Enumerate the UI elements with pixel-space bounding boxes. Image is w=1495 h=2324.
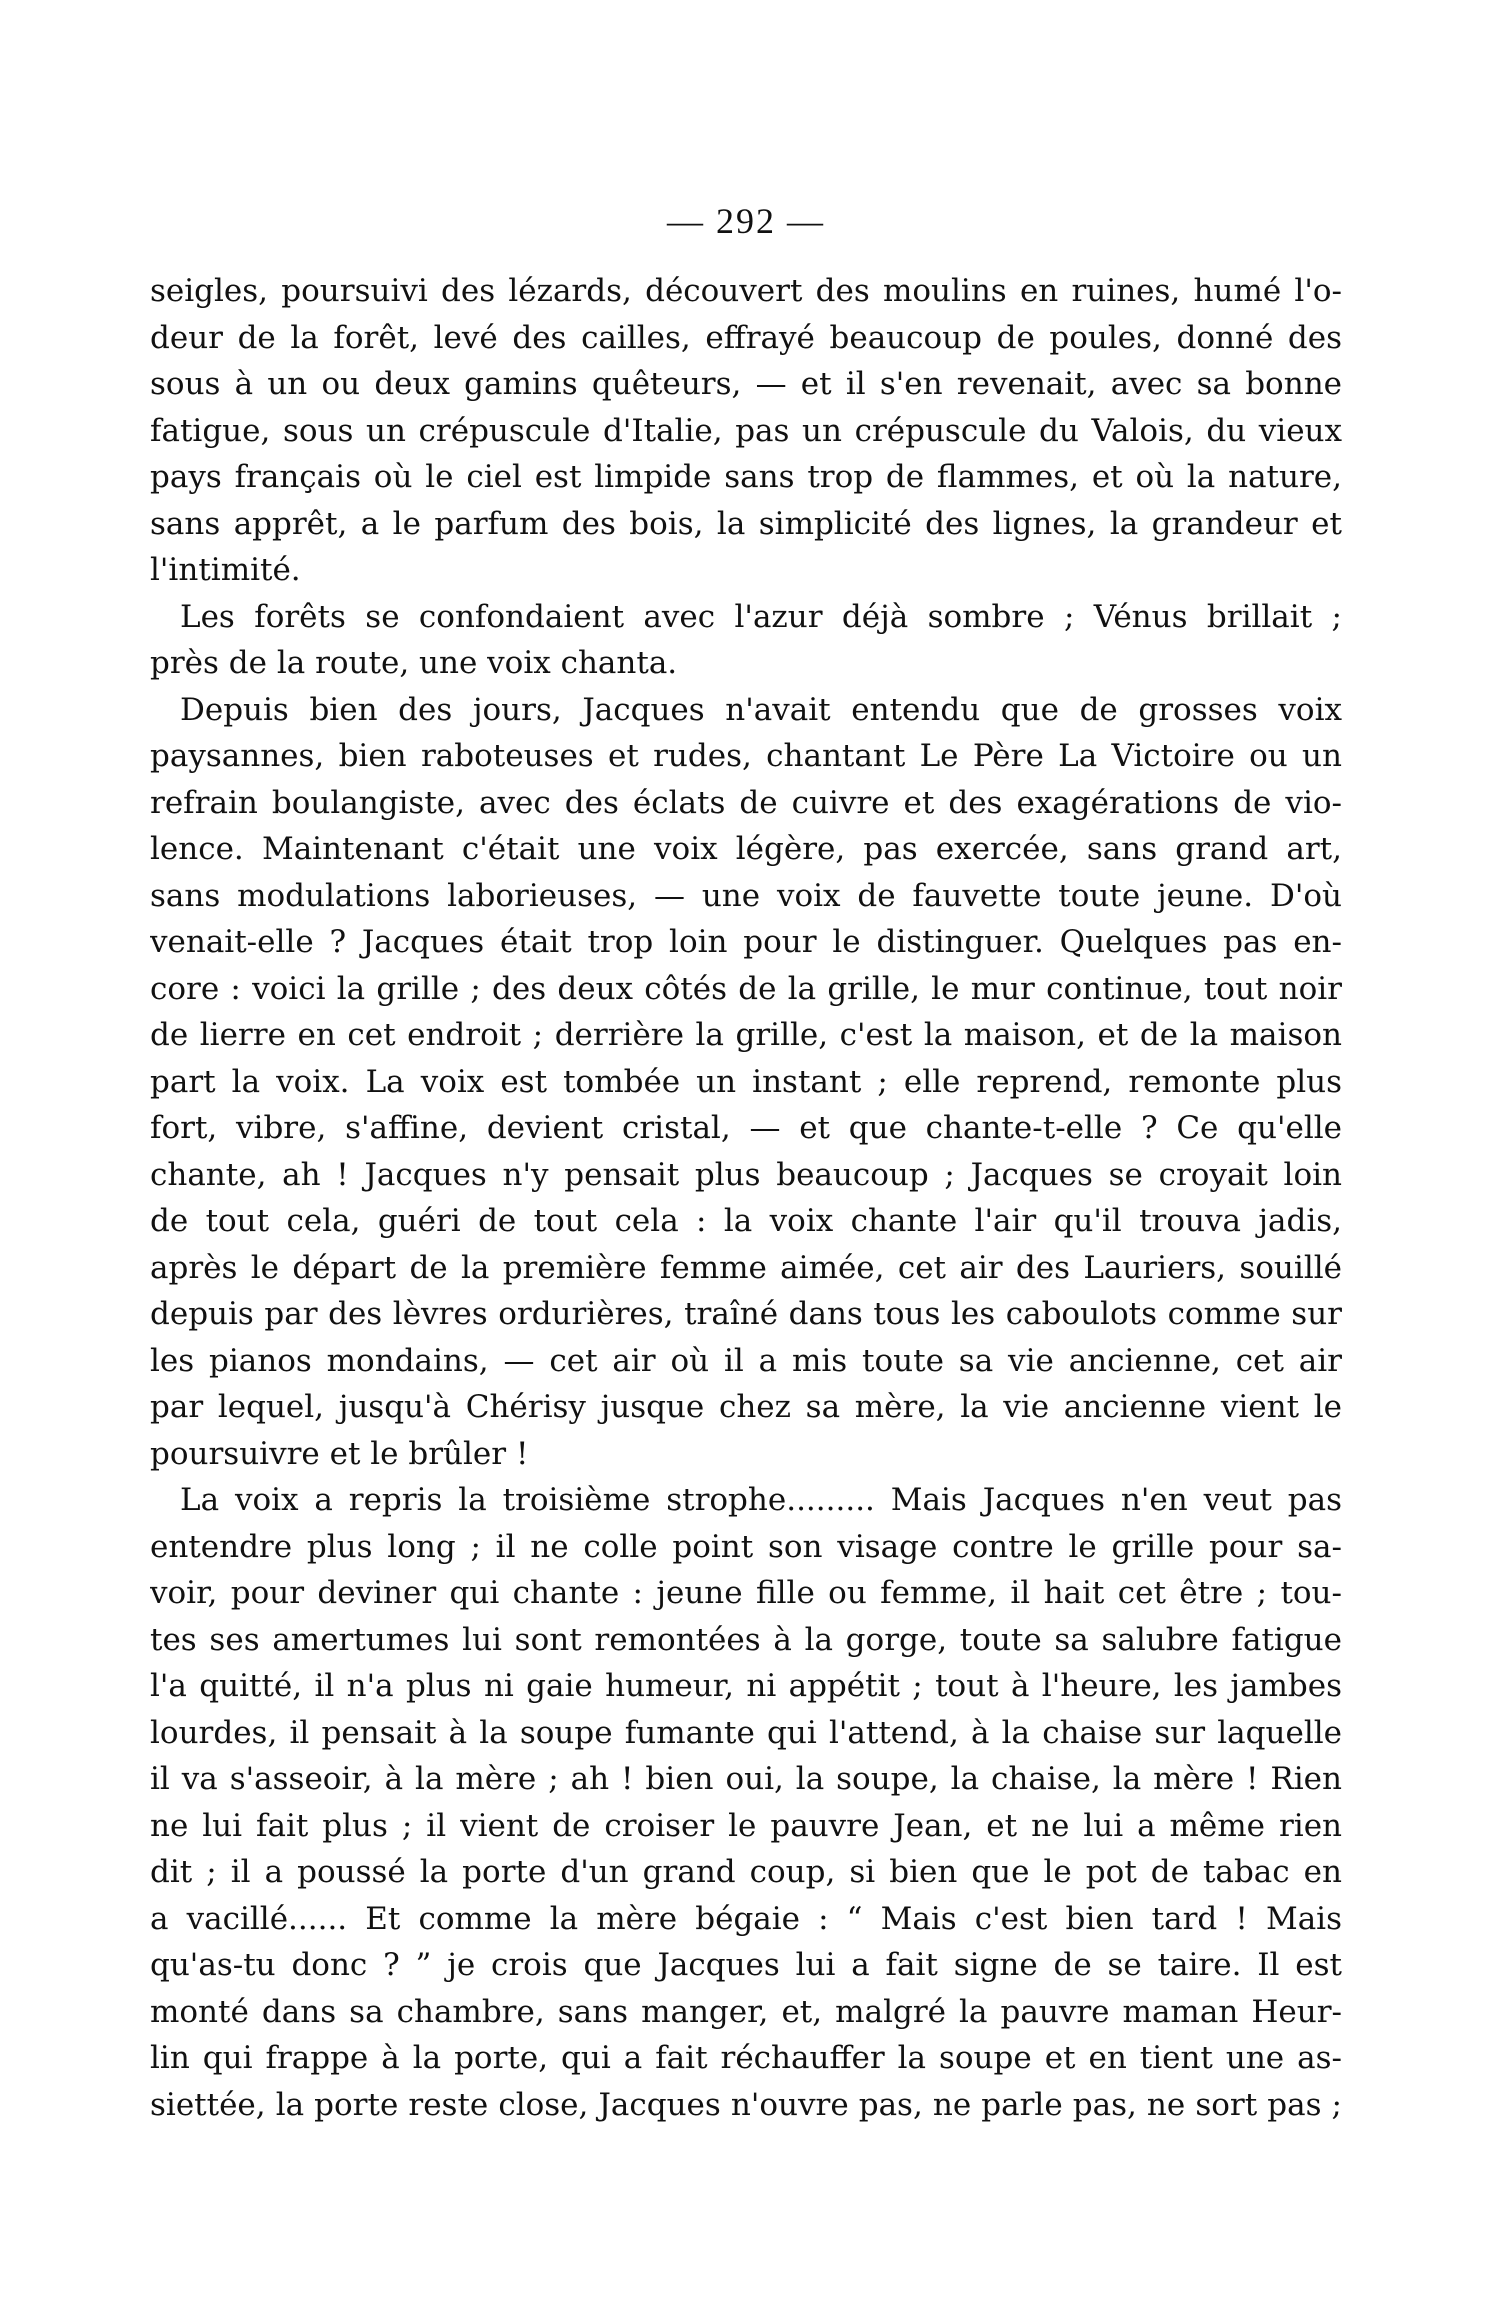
text-line: chante, ah ! Jacques n'y pensait plus beaucoup ; Jacques se croyait loin (150, 1156, 1342, 1193)
text-line: Depuis bien des jours, Jacques n'avait entendu que de grosses voix (180, 691, 1342, 728)
text-line: ne lui fait plus ; il vient de croiser le pauvre Jean, et ne lui a même rien (150, 1807, 1342, 1844)
text-line: monté dans sa chambre, sans manger, et, malgré la pauvre maman Heur- (150, 1993, 1342, 2030)
text-line: l'a quitté, il n'a plus ni gaie humeur, ni appétit ; tout à l'heure, les jambes (150, 1668, 1342, 1704)
text-line: lin qui frappe à la porte, qui a fait réchauffer la soupe et en tient une as- (150, 2040, 1342, 2076)
text-line: venait-elle ? Jacques était trop loin pour le distinguer. Quelques pas en- (150, 924, 1342, 960)
text-line: deur de la forêt, levé des cailles, effrayé beaucoup de poules, donné des (150, 319, 1342, 356)
text-line: près de la route, une voix chanta. (150, 645, 678, 681)
text-line: Les forêts se confondaient avec l'azur déjà sombre ; Vénus brillait ; (180, 598, 1342, 635)
text-line: a vacillé...... Et comme la mère bégaie : “ Mais c'est bien tard ! Mais (150, 1900, 1342, 1937)
text-line: sans modulations laborieuses, — une voix de fauvette toute jeune. D'où (150, 877, 1342, 914)
text-line: de tout cela, guéri de tout cela : la voix chante l'air qu'il trouva jadis, (150, 1203, 1342, 1239)
text-line: lourdes, il pensait à la soupe fumante qui l'attend, à la chaise sur laquelle (150, 1714, 1342, 1751)
text-line: fatigue, sous un crépuscule d'Italie, pas un crépuscule du Valois, du vieux (150, 412, 1342, 449)
text-line: core : voici la grille ; des deux côtés de la grille, le mur continue, tout noir (150, 970, 1342, 1007)
text-line: sous à un ou deux gamins quêteurs, — et il s'en revenait, avec sa bonne (150, 366, 1342, 402)
text-line: fort, vibre, s'affine, devient cristal, — et que chante-t-elle ? Ce qu'elle (150, 1110, 1342, 1146)
text-line: de lierre en cet endroit ; derrière la grille, c'est la maison, et de la maison (150, 1017, 1342, 1053)
text-line: l'intimité. (150, 552, 301, 588)
text-line: La voix a repris la troisième strophe......... Mais Jacques n'en veut pas (180, 1482, 1342, 1518)
text-line: siettée, la porte reste close, Jacques n'ouvre pas, ne parle pas, ne sort pas ; (150, 2086, 1342, 2123)
text-line: refrain boulangiste, avec des éclats de cuivre et des exagérations de vio- (150, 784, 1342, 821)
text-line: par lequel, jusqu'à Chérisy jusque chez sa mère, la vie ancienne vient le (150, 1389, 1342, 1425)
text-line: dit ; il a poussé la porte d'un grand coup, si bien que le pot de tabac en (150, 1854, 1342, 1890)
text-line: après le départ de la première femme aimée, cet air des Lauriers, souillé (150, 1249, 1342, 1286)
text-line: paysannes, bien raboteuses et rudes, chantant Le Père La Victoire ou un (150, 738, 1342, 774)
body-text (150, 268, 1342, 2128)
page (150, 200, 1342, 2128)
text-line: part la voix. La voix est tombée un instant ; elle reprend, remonte plus (150, 1063, 1342, 1100)
text-line: sans apprêt, a le parfum des bois, la simplicité des lignes, la grandeur et (150, 505, 1342, 542)
text-line: poursuivre et le brûler ! (150, 1435, 529, 1472)
text-line: les pianos mondains, — cet air où il a mis toute sa vie ancienne, cet air (150, 1342, 1342, 1379)
text-line: pays français où le ciel est limpide sans trop de flammes, et où la nature, (150, 459, 1342, 495)
text-line: il va s'asseoir, à la mère ; ah ! bien oui, la soupe, la chaise, la mère ! Rien (150, 1761, 1342, 1797)
text-line: seigles, poursuivi des lézards, découvert des moulins en ruines, humé l'o- (150, 273, 1342, 309)
text-line: voir, pour deviner qui chante : jeune fille ou femme, il hait cet être ; tou- (150, 1575, 1342, 1611)
text-line: lence. Maintenant c'était une voix légère, pas exercée, sans grand art, (150, 831, 1342, 867)
page-number: — 292 — (667, 201, 825, 241)
text-line: tes ses amertumes lui sont remontées à la gorge, toute sa salubre fatigue (150, 1621, 1342, 1658)
text-line: qu'as-tu donc ? ” je crois que Jacques lui a fait signe de se taire. Il est (150, 1947, 1342, 1983)
text-line: entendre plus long ; il ne colle point son visage contre le grille pour sa- (150, 1528, 1342, 1565)
text-line: depuis par des lèvres ordurières, traîné dans tous les caboulots comme sur (150, 1296, 1342, 1332)
